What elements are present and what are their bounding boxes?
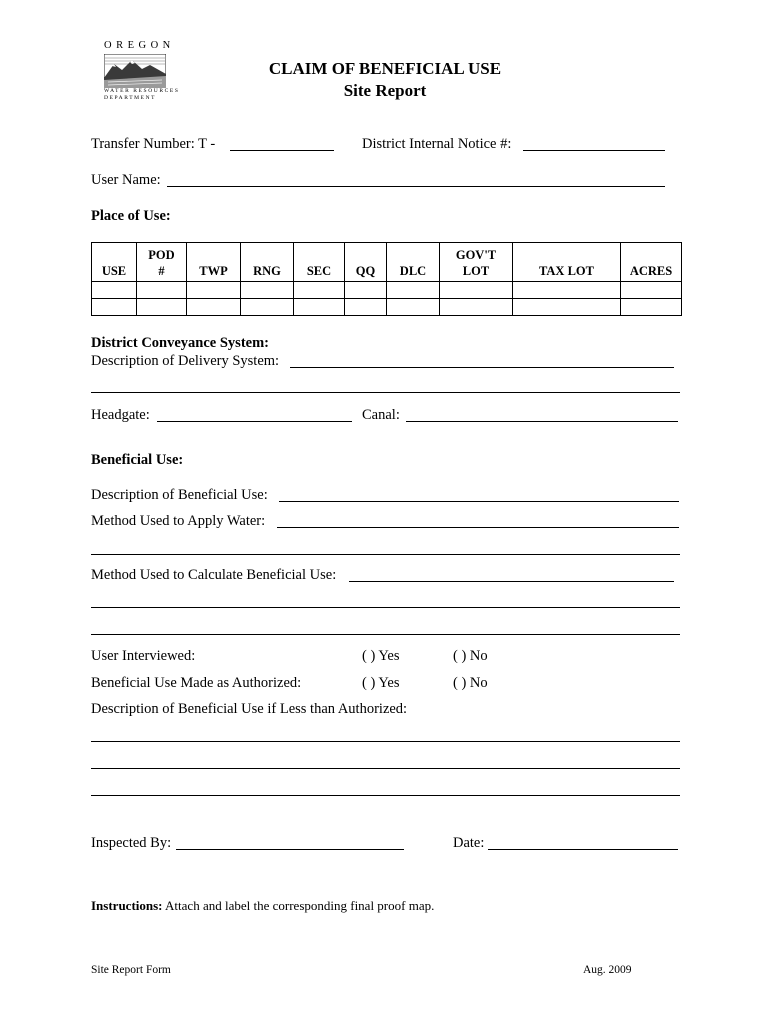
table-cell[interactable] — [241, 282, 294, 299]
district-notice-field[interactable] — [523, 150, 665, 151]
table-header-row — [92, 243, 682, 282]
table-cell[interactable] — [92, 299, 137, 316]
table-row — [92, 282, 682, 299]
authorized-no[interactable]: ( ) No — [453, 675, 488, 691]
method-calc-label: Method Used to Calculate Beneficial Use: — [91, 567, 337, 583]
col-use: USE — [92, 243, 137, 282]
place-of-use-heading: Place of Use: — [91, 208, 171, 224]
place-of-use-table — [91, 242, 682, 316]
table-cell[interactable] — [440, 299, 513, 316]
beneficial-description-field[interactable] — [279, 501, 679, 502]
user-interviewed-label: User Interviewed: — [91, 648, 196, 664]
method-calc-field-line3[interactable] — [91, 634, 680, 635]
instructions — [91, 898, 434, 914]
logo-line1: WATER RESOURCES — [104, 88, 180, 94]
user-name-field[interactable] — [167, 186, 665, 187]
table-cell[interactable] — [137, 299, 187, 316]
canal-field[interactable] — [406, 421, 678, 422]
col-pod — [137, 243, 187, 282]
col-twp: TWP — [187, 243, 241, 282]
table-cell[interactable] — [621, 299, 682, 316]
date-field[interactable] — [488, 849, 678, 850]
method-calc-field[interactable] — [349, 581, 674, 582]
table-cell[interactable] — [513, 282, 621, 299]
col-govt-lot — [440, 243, 513, 282]
headgate-field[interactable] — [157, 421, 352, 422]
user-interviewed-no[interactable]: ( ) No — [453, 648, 488, 664]
table-cell[interactable] — [294, 299, 345, 316]
table-cell[interactable] — [387, 299, 440, 316]
page-subtitle: Site Report — [343, 81, 427, 100]
method-apply-field-line2[interactable] — [91, 554, 680, 555]
transfer-number-label: Transfer Number: T - — [91, 136, 216, 152]
conveyance-heading: District Conveyance System: — [91, 335, 269, 351]
col-pod-line2: # — [158, 264, 165, 278]
less-than-authorized-field-line1[interactable] — [91, 741, 680, 742]
col-govt-line1: GOV'T — [455, 248, 497, 262]
col-pod-line1: POD — [148, 248, 175, 262]
delivery-system-label: Description of Delivery System: — [91, 353, 280, 369]
less-than-authorized-field-line2[interactable] — [91, 768, 680, 769]
col-sec: SEC — [294, 243, 345, 282]
method-apply-label: Method Used to Apply Water: — [91, 513, 266, 529]
less-than-authorized-label: Description of Beneficial Use if Less than Authorized: — [91, 701, 408, 717]
page-title: CLAIM OF BENEFICIAL USE — [268, 59, 502, 78]
headgate-label: Headgate: — [91, 407, 150, 423]
inspected-by-field[interactable] — [176, 849, 404, 850]
transfer-number-field[interactable] — [230, 150, 334, 151]
logo-line2: DEPARTMENT — [104, 95, 157, 101]
table-cell[interactable] — [92, 282, 137, 299]
delivery-system-field[interactable] — [290, 367, 674, 368]
col-tax-lot: TAX LOT — [513, 243, 621, 282]
beneficial-description-label: Description of Beneficial Use: — [91, 487, 268, 503]
instructions-label: Instructions: — [91, 898, 163, 913]
col-govt-line2: LOT — [462, 264, 490, 278]
instructions-text: Attach and label the corresponding final proof map. — [162, 898, 435, 913]
table-cell[interactable] — [345, 282, 387, 299]
authorized-label: Beneficial Use Made as Authorized: — [91, 675, 302, 691]
col-rng: RNG — [241, 243, 294, 282]
col-acres: ACRES — [621, 243, 682, 282]
table-cell[interactable] — [621, 282, 682, 299]
table-cell[interactable] — [513, 299, 621, 316]
table-cell[interactable] — [187, 282, 241, 299]
col-dlc: DLC — [387, 243, 440, 282]
less-than-authorized-field-line3[interactable] — [91, 795, 680, 796]
footer-form-name: Site Report Form — [91, 964, 171, 976]
table-cell[interactable] — [345, 299, 387, 316]
col-qq: QQ — [345, 243, 387, 282]
table-cell[interactable] — [187, 299, 241, 316]
footer-date: Aug. 2009 — [583, 964, 632, 976]
table-cell[interactable] — [137, 282, 187, 299]
method-calc-field-line2[interactable] — [91, 607, 680, 608]
inspected-by-label: Inspected By: — [91, 835, 172, 851]
authorized-yes[interactable]: ( ) Yes — [362, 675, 400, 691]
logo-word: OREGON — [104, 40, 175, 51]
beneficial-use-heading: Beneficial Use: — [91, 452, 184, 468]
district-notice-label: District Internal Notice #: — [362, 136, 512, 152]
date-label: Date: — [453, 835, 485, 851]
user-name-label: User Name: — [91, 172, 161, 188]
table-cell[interactable] — [387, 282, 440, 299]
delivery-system-field-line2[interactable] — [91, 392, 680, 393]
canal-label: Canal: — [362, 407, 400, 423]
user-interviewed-yes[interactable]: ( ) Yes — [362, 648, 400, 664]
table-cell[interactable] — [241, 299, 294, 316]
table-cell[interactable] — [440, 282, 513, 299]
table-row — [92, 299, 682, 316]
table-cell[interactable] — [294, 282, 345, 299]
method-apply-field[interactable] — [277, 527, 679, 528]
